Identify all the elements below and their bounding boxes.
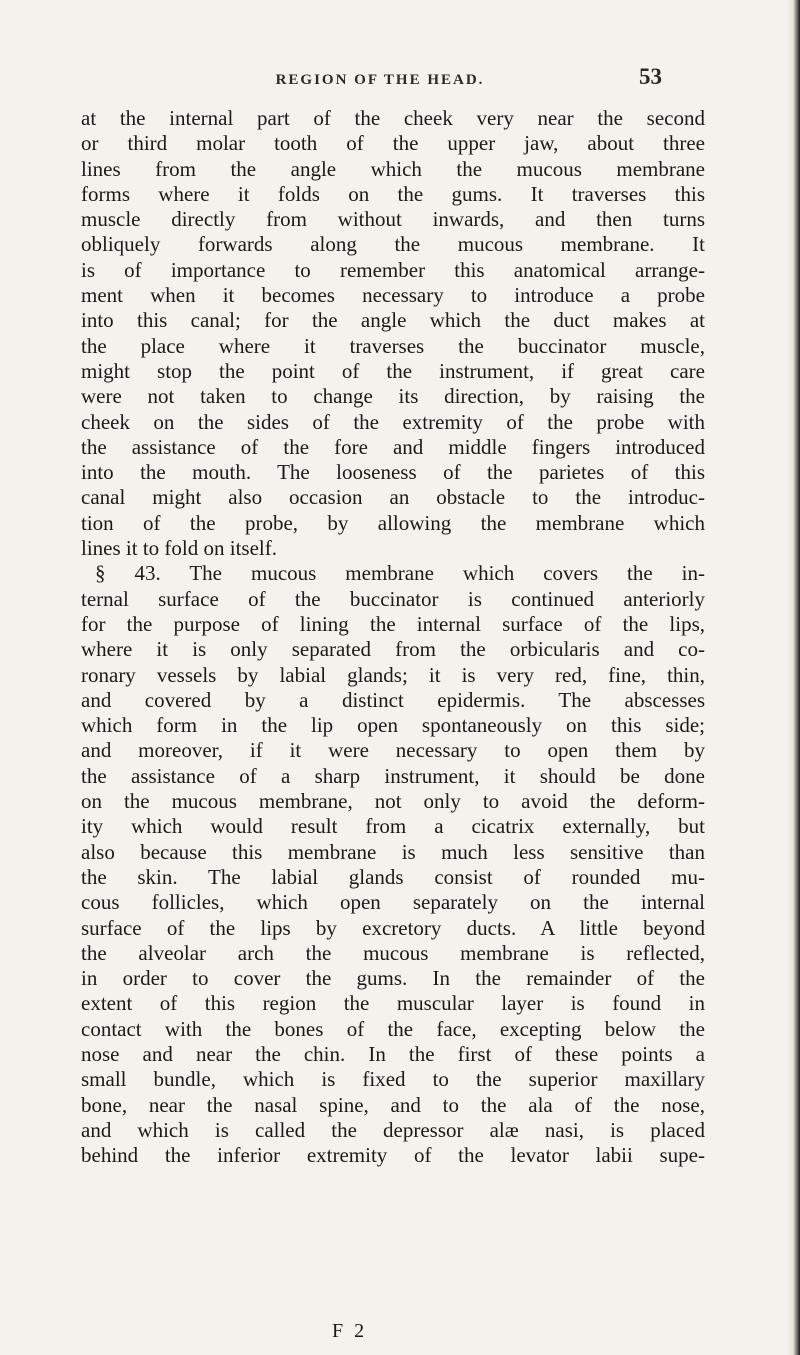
text-line: and covered by a distinct epidermis. The abscesses (81, 687, 705, 712)
text-line: canal might also occasion an obstacle to the introduc- (81, 485, 705, 510)
text-line: the place where it traverses the buccinator muscle, (81, 333, 705, 358)
text-line: small bundle, which is fixed to the superior maxillary (81, 1067, 705, 1092)
text-line: bone, near the nasal spine, and to the ala of the nose, (81, 1092, 705, 1117)
text-line: muscle directly from without inwards, and then turns (81, 207, 705, 232)
text-line: the skin. The labial glands consist of rounded mu- (81, 864, 705, 889)
page-header (80, 62, 680, 98)
text-line: is of importance to remember this anatomical arrange- (81, 257, 705, 282)
text-line: which form in the lip open spontaneously on this side; (81, 713, 705, 738)
text-line: where it is only separated from the orbicularis and co- (81, 637, 705, 662)
text-line: tion of the probe, by allowing the membrane which (81, 510, 705, 535)
signature-mark: F 2 (332, 1320, 368, 1342)
text-line: and moreover, if it were necessary to open them by (81, 738, 705, 763)
text-line: were not taken to change its direction, by raising the (81, 384, 705, 409)
text-line: and which is called the depressor alæ nasi, is placed (81, 1117, 705, 1142)
text-line: ity which would result from a cicatrix externally, but (81, 814, 705, 839)
text-line: cheek on the sides of the extremity of the probe with (81, 409, 705, 434)
text-line: into this canal; for the angle which the duct makes at (81, 308, 705, 333)
text-line: on the mucous membrane, not only to avoid the deform- (81, 789, 705, 814)
page-edge-shadow (786, 0, 800, 1355)
text-line: nose and near the chin. In the first of these points a (81, 1041, 705, 1066)
section-43-start: § 43. The mucous membrane which covers the in- (95, 561, 705, 586)
text-line: lines from the angle which the mucous membrane (81, 156, 705, 181)
text-line: ternal surface of the buccinator is continued anteriorly (81, 586, 705, 611)
text-line: at the internal part of the cheek very near the second (81, 106, 705, 130)
text-line: or third molar tooth of the upper jaw, about three (81, 131, 705, 156)
text-line: extent of this region the muscular layer is found in (81, 991, 705, 1016)
body-text (81, 106, 705, 1168)
page-number: 53 (639, 64, 662, 89)
text-line: in order to cover the gums. In the remainder of the (81, 966, 705, 991)
text-line: for the purpose of lining the internal surface of the lips, (81, 611, 705, 636)
text-line: into the mouth. The looseness of the parietes of this (81, 460, 705, 485)
text-line: ronary vessels by labial glands; it is very red, fine, thin, (81, 662, 705, 687)
text-line: the assistance of the fore and middle fingers introduced (81, 434, 705, 459)
paragraph-end-line: lines it to fold on itself. (81, 536, 277, 561)
text-line: surface of the lips by excretory ducts. A little beyond (81, 915, 705, 940)
text-line: might stop the point of the instrument, if great care (81, 358, 705, 383)
text-line: obliquely forwards along the mucous membrane. It (81, 232, 705, 257)
text-line: behind the inferior extremity of the levator labii supe- (81, 1143, 705, 1168)
running-head: REGION OF THE HEAD. (275, 72, 485, 88)
text-line: also because this membrane is much less sensitive than (81, 839, 705, 864)
text-line: forms where it folds on the gums. It traverses this (81, 181, 705, 206)
text-line: contact with the bones of the face, excepting below the (81, 1016, 705, 1041)
text-line: the assistance of a sharp instrument, it should be done (81, 763, 705, 788)
text-line: ment when it becomes necessary to introduce a probe (81, 283, 705, 308)
text-line: the alveolar arch the mucous membrane is reflected, (81, 940, 705, 965)
text-line: cous follicles, which open separately on the internal (81, 890, 705, 915)
